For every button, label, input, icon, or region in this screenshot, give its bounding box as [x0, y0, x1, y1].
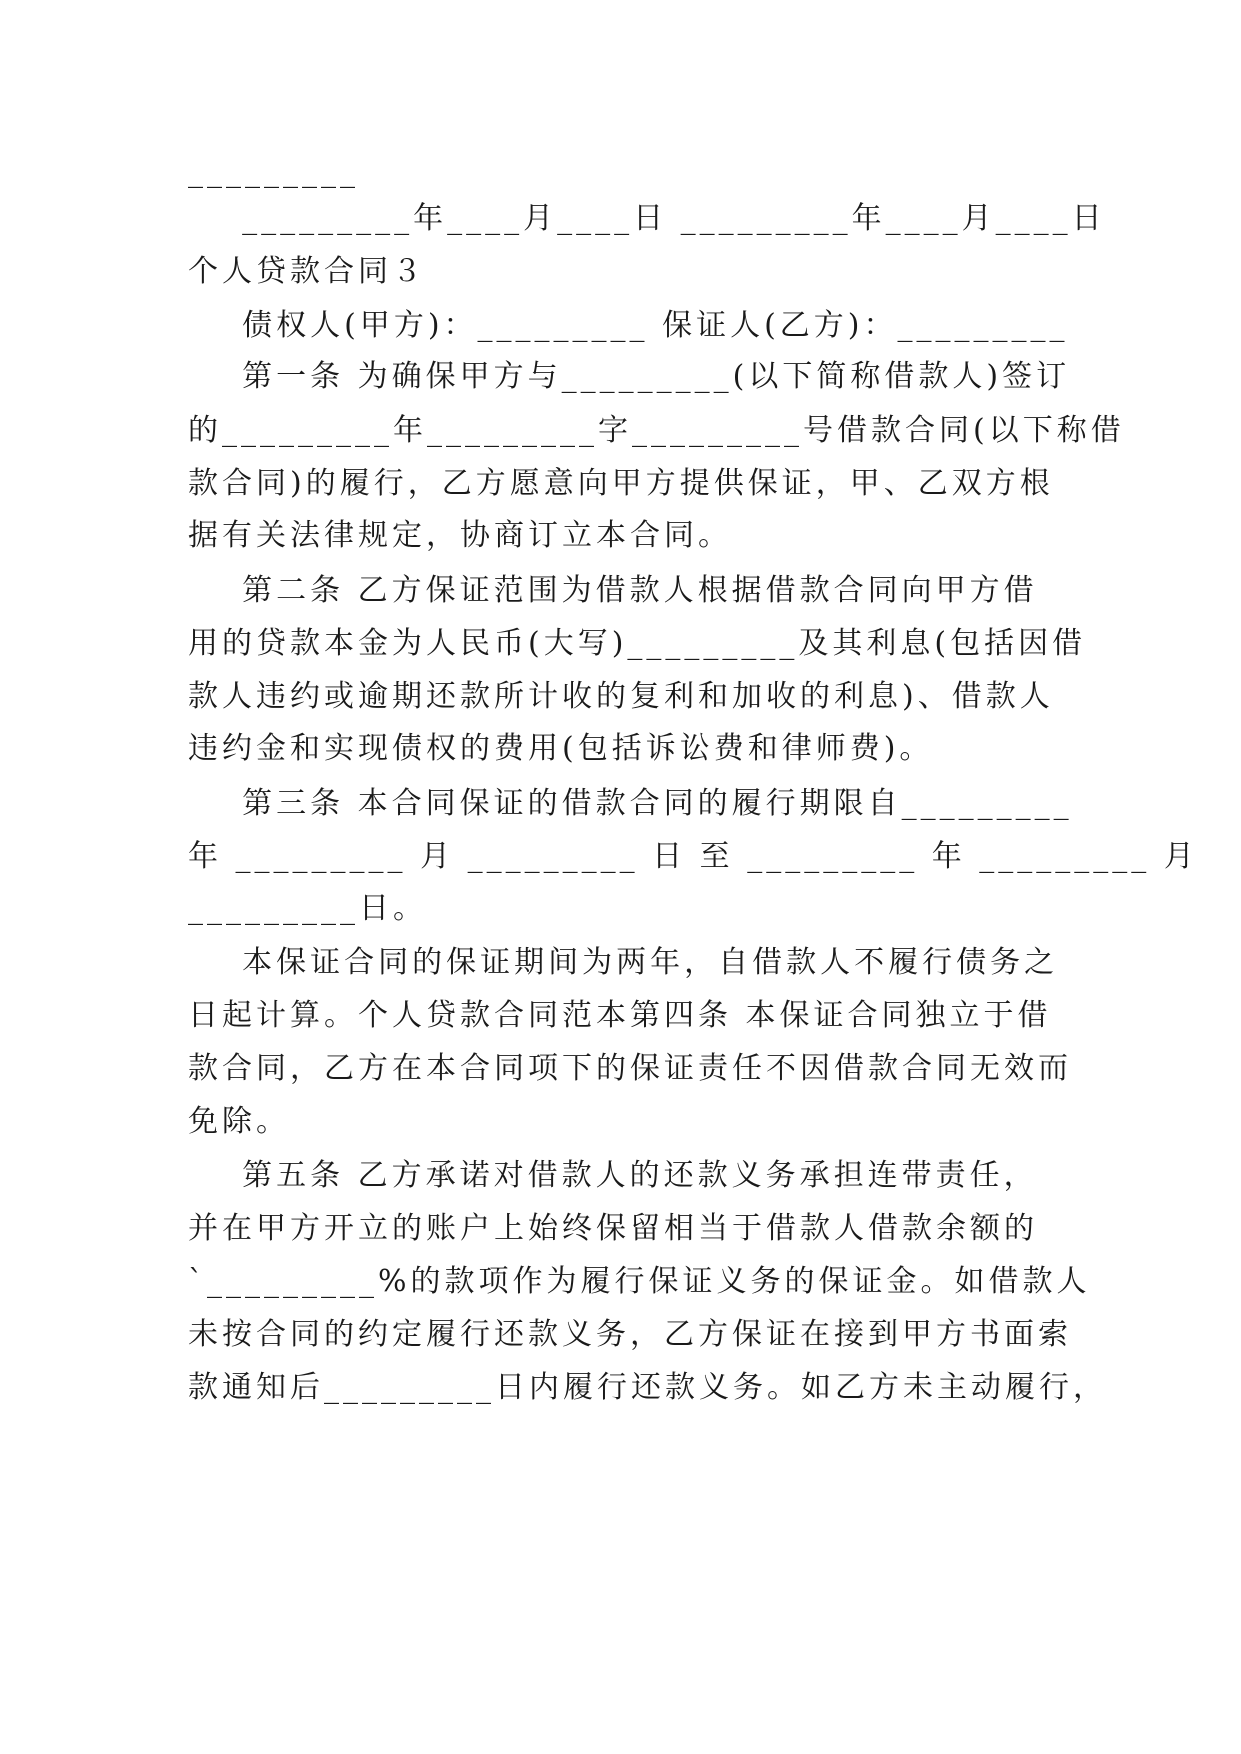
article-2-line-2: 用的贷款本金为人民币(大写)_________及其利息(包括因借 — [188, 626, 1087, 661]
article-3-line-2: 年 _________ 月 _________ 日 至 _________ 年 _________ 月 — [188, 839, 1198, 874]
guarantee-period-line-1: 本保证合同的保证期间为两年，自借款人不履行债务之 — [188, 945, 1059, 980]
article-3-line-3: _________日。 — [188, 891, 427, 926]
guarantee-period-line-3: 款合同，乙方在本合同项下的保证责任不因借款合同无效而 — [188, 1051, 1072, 1086]
date-line: _________年____月____日 _________年____月____日 — [188, 201, 1106, 236]
article-1-line-2: 的_________年_________字_________号借款合同(以下称借 — [188, 413, 1125, 448]
article-5-line-3: `_________%的款项作为履行保证义务的保证金。如借款人 — [188, 1264, 1091, 1299]
article-2-line-3: 款人违约或逾期还款所计收的复利和加收的利息)、借款人 — [188, 679, 1054, 714]
parties-line: 债权人(甲方)：_________ 保证人(乙方)：_________ — [188, 308, 1069, 343]
article-2-line-4: 违约金和实现债权的费用(包括诉讼费和律师费)。 — [188, 731, 934, 766]
article-1-line-1: 第一条 为确保甲方与_________(以下简称借款人)签订 — [188, 359, 1071, 394]
article-5-line-5: 款通知后_________日内履行还款义务。如乙方未主动履行， — [188, 1370, 1107, 1405]
guarantee-period-line-4: 免除。 — [188, 1104, 290, 1139]
article-1-line-4: 据有关法律规定，协商订立本合同。 — [188, 518, 732, 553]
contract-title: 个人贷款合同３ — [188, 254, 426, 289]
article-3-line-1: 第三条 本合同保证的借款合同的履行期限自_________ — [188, 786, 1073, 821]
guarantee-period-line-2: 日起计算。个人贷款合同范本第四条 本保证合同独立于借 — [188, 998, 1052, 1033]
article-5-line-1: 第五条 乙方承诺对借款人的还款义务承担连带责任， — [188, 1158, 1038, 1193]
article-5-line-2: 并在甲方开立的账户上始终保留相当于借款人借款余额的 — [188, 1211, 1038, 1246]
article-1-line-3: 款合同)的履行，乙方愿意向甲方提供保证，甲、乙双方根 — [188, 466, 1054, 501]
blank-line: _________ — [188, 154, 359, 189]
article-5-line-4: 未按合同的约定履行还款义务，乙方保证在接到甲方书面索 — [188, 1317, 1072, 1352]
article-2-line-1: 第二条 乙方保证范围为借款人根据借款合同向甲方借 — [188, 573, 1038, 608]
